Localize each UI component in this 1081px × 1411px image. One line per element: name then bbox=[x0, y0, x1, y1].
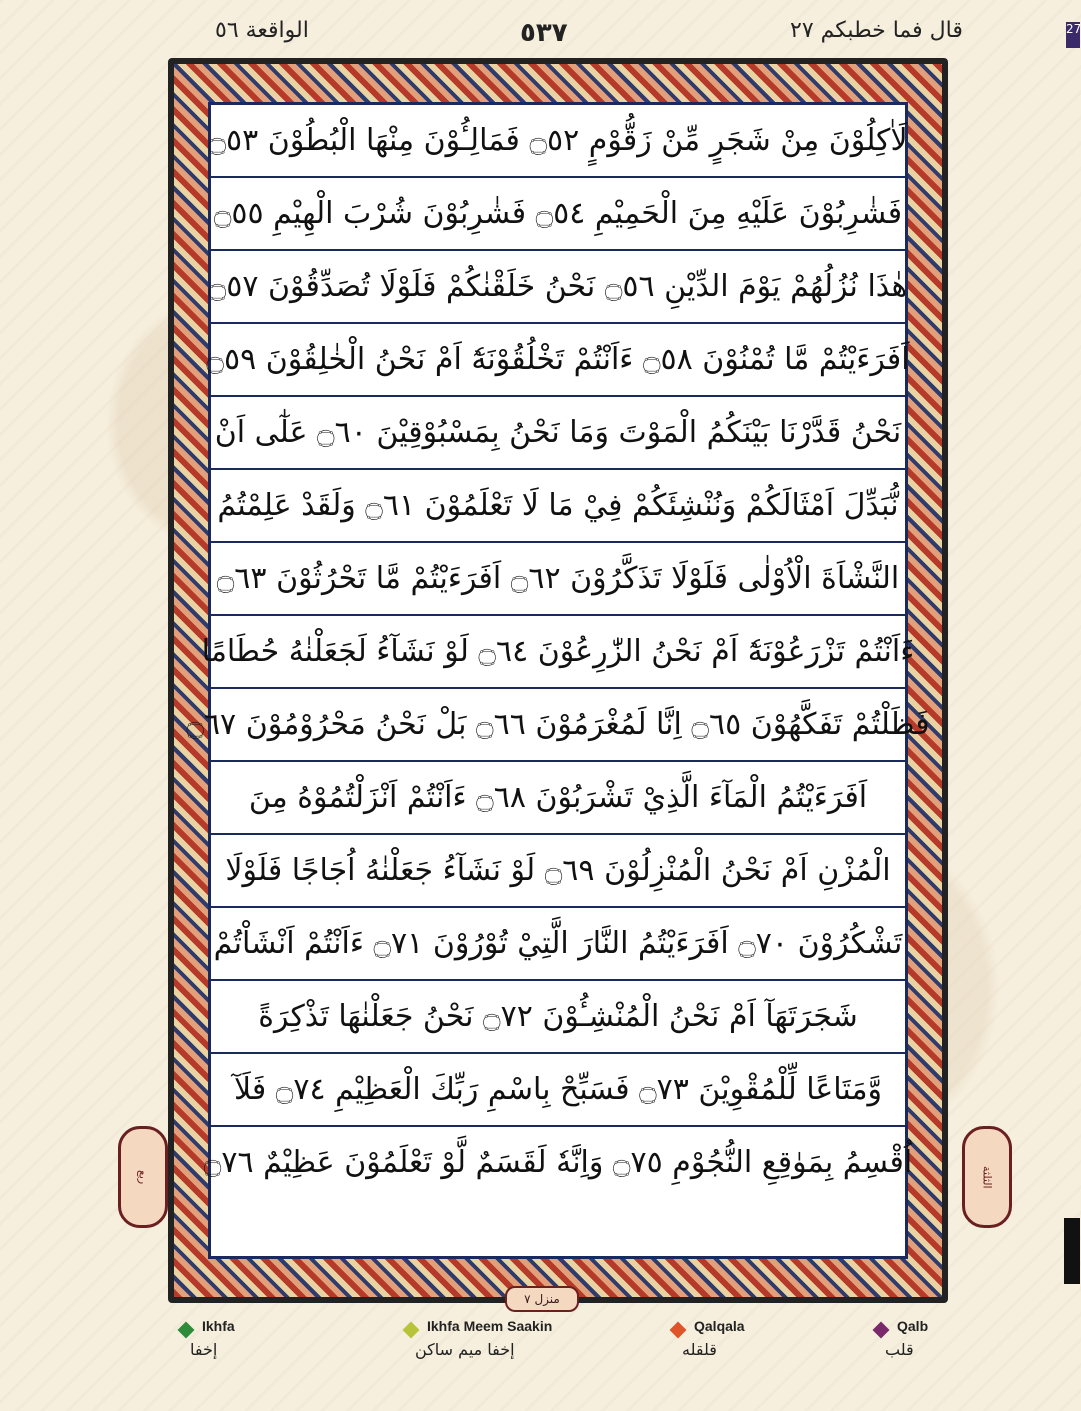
verse-line: تَشْكُرُوْنَ ۝٧٠ اَفَرَءَيْتُمُ النَّارَ الَّتِيْ تُوْرُوْنَ ۝٧١ ءَاَنْتُمْ اَنْشَاْتُمْ bbox=[211, 908, 905, 981]
legend-label-en: Qalb bbox=[897, 1318, 929, 1334]
rub-marker-medallion: ربع bbox=[118, 1126, 168, 1228]
diamond-icon bbox=[670, 1322, 687, 1339]
verse-line: فَشٰرِبُوْنَ عَلَيْهِ مِنَ الْحَمِيْمِ ۝٥٤ فَشٰرِبُوْنَ شُرْبَ الْهِيْمِ ۝٥٥ bbox=[211, 178, 905, 251]
legend-label-ar: إخفا میم ساکن bbox=[415, 1340, 515, 1359]
legend-label-en: Qalqala bbox=[694, 1318, 745, 1334]
diamond-icon bbox=[873, 1322, 890, 1339]
verse-lines bbox=[186, 105, 930, 1256]
verse-line: نَحْنُ قَدَّرْنَا بَيْنَكُمُ الْمَوْتَ وَمَا نَحْنُ بِمَسْبُوْقِيْنَ ۝٦٠ عَلٰٓى اَنْ bbox=[211, 397, 905, 470]
manzil-label: منزل ٧ bbox=[505, 1286, 579, 1312]
legend-label-ar: قلب bbox=[885, 1340, 914, 1359]
verse-line: اَفَرَءَيْتُمُ الْمَآءَ الَّذِيْ تَشْرَبُوْنَ ۝٦٨ ءَاَنْتُمْ اَنْزَلْتُمُوْهُ مِنَ bbox=[211, 762, 905, 835]
verse-line: لَاٰكِلُوْنَ مِنْ شَجَرٍ مِّنْ زَقُّوْمٍ ۝٥٢ فَمَالِـُٔوْنَ مِنْهَا الْبُطُوْنَ ۝٥٣ bbox=[211, 105, 905, 178]
verse-line: ءَاَنْتُمْ تَزْرَعُوْنَهٗٓ اَمْ نَحْنُ الزّٰرِعُوْنَ ۝٦٤ لَوْ نَشَآءُ لَجَعَلْنٰهُ حُطَامًا bbox=[211, 616, 905, 689]
text-panel bbox=[186, 102, 930, 1259]
juz-tab: 27 bbox=[1066, 22, 1080, 48]
page-header bbox=[0, 18, 1080, 58]
verse-line: شَجَرَتَهَآ اَمْ نَحْنُ الْمُنْشِـُٔوْنَ ۝٧٢ نَحْنُ جَعَلْنٰهَا تَذْكِرَةً bbox=[211, 981, 905, 1054]
verse-line: نُّبَدِّلَ اَمْثَالَكُمْ وَنُنْشِئَكُمْ فِيْ مَا لَا تَعْلَمُوْنَ ۝٦١ وَلَقَدْ عَلِمْتُمُ bbox=[211, 470, 905, 543]
tajweed-legend bbox=[0, 1318, 1080, 1408]
diamond-icon bbox=[403, 1322, 420, 1339]
diamond-icon bbox=[178, 1322, 195, 1339]
page-edge-bar bbox=[1064, 1218, 1080, 1284]
verse-line: فَظَلْتُمْ تَفَكَّهُوْنَ ۝٦٥ اِنَّا لَمُغْرَمُوْنَ ۝٦٦ بَلْ نَحْنُ مَحْرُوْمُوْنَ ۝٦٧ bbox=[211, 689, 905, 762]
ornamental-frame bbox=[168, 58, 948, 1303]
verse-line: الْمُزْنِ اَمْ نَحْنُ الْمُنْزِلُوْنَ ۝٦٩ لَوْ نَشَآءُ جَعَلْنٰهُ اُجَاجًا فَلَوْلَا bbox=[211, 835, 905, 908]
verse-line: اَفَرَءَيْتُمْ مَّا تُمْنُوْنَ ۝٥٨ ءَاَنْتُمْ تَخْلُقُوْنَهٗٓ اَمْ نَحْنُ الْخٰلِقُوْنَ ۝٥٩ bbox=[211, 324, 905, 397]
surah-name: الواقعة ٥٦ bbox=[215, 18, 309, 43]
verse-line: وَّمَتَاعًا لِّلْمُقْوِيْنَ ۝٧٣ فَسَبِّحْ بِاسْمِ رَبِّكَ الْعَظِيْمِ ۝٧٤ فَلَآ bbox=[211, 1054, 905, 1127]
legend-label-en: Ikhfa bbox=[202, 1318, 235, 1334]
verse-line: هٰذَا نُزُلُهُمْ يَوْمَ الدِّيْنِ ۝٥٦ نَحْنُ خَلَقْنٰكُمْ فَلَوْلَا تُصَدِّقُوْنَ ۝٥٧ bbox=[211, 251, 905, 324]
juz-name: قال فما خطبكم ٢٧ bbox=[790, 18, 963, 43]
verse-line: اُقْسِمُ بِمَوٰقِعِ النُّجُوْمِ ۝٧٥ وَاِنَّهٗ لَقَسَمٌ لَّوْ تَعْلَمُوْنَ عَظِيْمٌ ۝٧٦ bbox=[203, 1145, 913, 1180]
thulth-marker-medallion: الثلثة bbox=[962, 1126, 1012, 1228]
page-number: ٥٣٧ bbox=[520, 18, 568, 48]
legend-label-en: Ikhfa Meem Saakin bbox=[427, 1318, 553, 1334]
legend-label-ar: قلقله bbox=[682, 1340, 717, 1359]
legend-label-ar: إخفا bbox=[190, 1340, 218, 1359]
verse-line: النَّشْاَةَ الْاُوْلٰى فَلَوْلَا تَذَكَّرُوْنَ ۝٦٢ اَفَرَءَيْتُمْ مَّا تَحْرُثُوْنَ ۝٦٣ bbox=[211, 543, 905, 616]
